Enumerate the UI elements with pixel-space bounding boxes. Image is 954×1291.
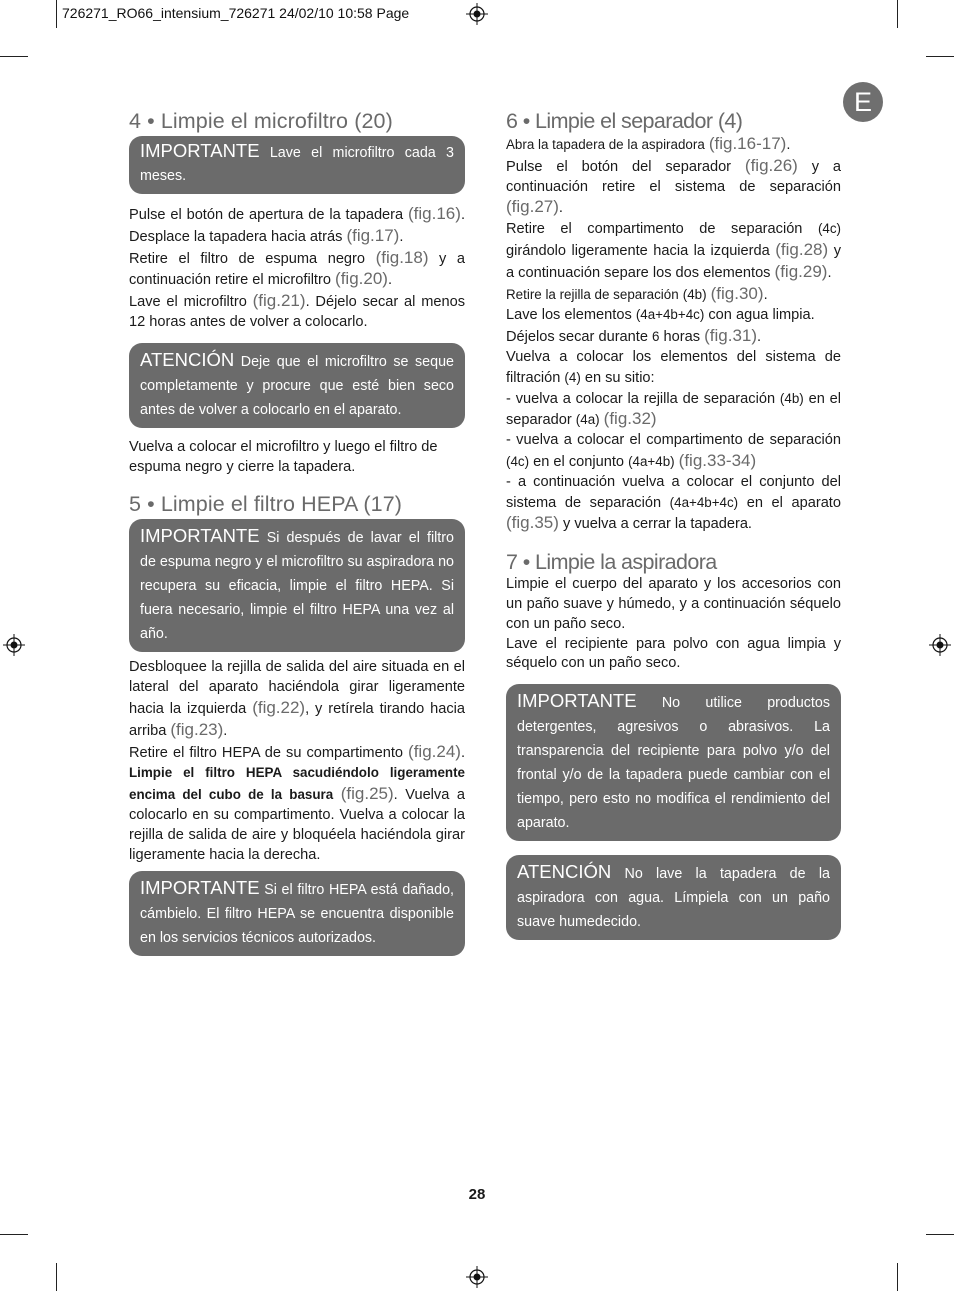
part-code: (4b) [779, 390, 804, 406]
text: Déjelos secar durante [506, 329, 648, 346]
part-code: (4a+4b+4c) [635, 307, 705, 323]
text: y a continuación separe los dos elementos [506, 242, 841, 281]
part-code: (4c) [506, 453, 530, 469]
crop-mark [897, 0, 898, 28]
section-4-title: 4 • Limpie el microfiltro (20) [129, 109, 393, 133]
text: en el conjunto [533, 453, 625, 470]
text: Desbloquee la rejilla de salida del aire situada en el lateral del aparato haciéndola girar ligeramente hacia la izquierda [129, 659, 465, 717]
figure-ref: (fig.31) [704, 326, 758, 346]
text: en el aparato [746, 494, 841, 511]
atencion-box [129, 343, 465, 428]
text: y vuelva a cerrar la tapadera. [562, 516, 752, 533]
section-7-title: 7 • Limpie la aspiradora [506, 550, 717, 575]
part-code: (4a+4b+4c) [669, 494, 739, 510]
crop-mark [56, 0, 57, 28]
box-text: No utilice productos detergentes, agresivos o abrasivos. La transparencia del recipiente para polvo y/o del frontal y/o de la tapadera puede cambiar con el tiempo, pero esto no modifica el rendimiento del aparato. [517, 695, 830, 832]
right-column [506, 108, 841, 940]
figure-ref: (fig.16) [408, 204, 461, 223]
figure-ref: (fig.26) [744, 155, 798, 175]
box-keyword: IMPORTANTE [517, 690, 637, 712]
text: . [223, 722, 228, 739]
text: - vuelva a colocar la rejilla de separación [506, 390, 776, 407]
paragraph [506, 219, 841, 283]
section-5-title: 5 • Limpie el filtro HEPA (17) [129, 492, 403, 517]
crop-mark [926, 1234, 954, 1235]
text: Retire la rejilla de separación [506, 286, 679, 302]
paragraph [129, 291, 465, 333]
paragraph [506, 431, 841, 473]
box-keyword: ATENCIÓN [517, 861, 612, 883]
box-keyword: IMPORTANTE [140, 877, 260, 899]
crop-mark [0, 56, 28, 57]
page-number: 28 [468, 1186, 486, 1203]
bold-instruction: Limpie el filtro HEPA sacudiéndolo ligeramente encima del cubo de la basura [129, 765, 465, 803]
paragraph [506, 389, 841, 432]
atencion-box [506, 855, 841, 940]
paragraph [506, 326, 841, 348]
figure-ref: (fig.23) [170, 719, 224, 739]
figure-ref: (fig.22) [252, 697, 306, 717]
language-badge: E [843, 82, 883, 122]
paragraph: Vuelva a colocar el microfiltro y luego el filtro de espuma negro y cierre la tapadera. [129, 438, 438, 475]
print-slug: 726271_RO66_intensium_726271 24/02/10 10:58 Page [62, 5, 410, 21]
part-code: (4a) [575, 412, 600, 428]
registration-mark-icon [3, 634, 25, 656]
figure-ref: (fig.28) [775, 239, 829, 259]
number: 6 [652, 329, 660, 345]
text: - a continuación vuelva a colocar el conjunto del sistema de separación [506, 473, 841, 511]
paragraph [506, 284, 841, 306]
text: Lave el microfiltro [129, 294, 247, 311]
text: Pulse el botón del separador [506, 158, 732, 175]
text: Retire el filtro HEPA de su compartimento [129, 744, 403, 761]
paragraph: Lave el recipiente para polvo con agua limpia y séquelo con un paño seco. [506, 635, 841, 672]
text: y a continuación retire el sistema de separación [506, 158, 841, 195]
text: Pulse el botón de apertura de la tapadera [129, 207, 404, 223]
importante-box [129, 136, 465, 194]
figure-ref: (fig.30) [710, 283, 764, 303]
text: y a continuación retire el microfiltro [129, 250, 465, 289]
text: . [558, 200, 563, 217]
paragraph [506, 156, 841, 219]
text: girándolo ligeramente hacia la izquierda [506, 242, 770, 259]
text: Retire el compartimento de separación [506, 221, 803, 238]
text: Abra la tapadera de la aspiradora [506, 137, 705, 152]
box-text: Deje que el microfiltro se seque completamente y procure que esté bien seco antes de volver a colocarlo en el aparato. [140, 353, 454, 418]
text: . [827, 264, 832, 281]
figure-ref: (fig.17) [346, 225, 400, 245]
figure-ref: (fig.25) [340, 784, 394, 804]
crop-mark [926, 56, 954, 57]
text: . [786, 137, 791, 153]
text: . Déjelo secar al menos 12 horas antes de volver a colocarlo. [129, 294, 466, 330]
text: - vuelva a colocar el compartimento de separación [506, 432, 841, 449]
figure-ref: (fig.32) [603, 409, 657, 429]
text: Lave los elementos [506, 307, 632, 324]
box-keyword: IMPORTANTE [140, 140, 260, 161]
registration-mark-icon [466, 3, 488, 25]
text: con agua limpia. [708, 307, 815, 324]
text: . [460, 744, 466, 761]
paragraph [129, 658, 465, 741]
paragraph: Limpie el cuerpo del aparato y los accesorios con un paño suave y húmedo, y a continuación séquelo con un paño seco. [506, 576, 841, 632]
paragraph [129, 742, 465, 866]
figure-ref: (fig.21) [252, 291, 306, 311]
box-keyword: ATENCIÓN [140, 348, 235, 370]
box-keyword: IMPORTANTE [140, 525, 260, 547]
figure-ref: (fig.16-17) [708, 134, 787, 153]
text: . [399, 228, 404, 245]
part-code: (4b) [682, 286, 707, 302]
box-text: Si el filtro HEPA está dañado, cámbielo. El filtro HEPA se encuentra disponible en los servicios técnicos autorizados. [140, 882, 454, 947]
text: , y retírela tirando hacia arriba [129, 700, 465, 739]
paragraph [506, 348, 841, 389]
box-text: Si después de lavar el filtro de espuma negro y el microfiltro su aspiradora no recupera su eficacia, limpie el filtro HEPA. Si fuera necesario, limpie el filtro HEPA una vez al año. [140, 530, 454, 643]
paragraph [506, 473, 841, 535]
figure-ref: (fig.27) [506, 197, 559, 217]
part-code: (4a+4b) [628, 453, 675, 469]
figure-ref: (fig.33-34) [678, 450, 757, 470]
registration-mark-icon [929, 634, 951, 656]
box-text: Lave el microfiltro cada 3 meses. [140, 145, 454, 184]
part-code: (4) [564, 369, 581, 385]
paragraph [129, 204, 465, 248]
crop-mark [56, 1263, 57, 1291]
crop-mark [897, 1263, 898, 1291]
text: en el separador [506, 390, 841, 429]
paragraph [506, 134, 841, 156]
registration-mark-icon [466, 1266, 488, 1288]
text: . [763, 286, 768, 303]
figure-ref: (fig.20) [335, 269, 388, 289]
figure-ref: (fig.29) [774, 261, 828, 281]
section-6-title: 6 • Limpie el separador (4) [506, 109, 743, 133]
importante-box [129, 519, 465, 652]
paragraph [506, 305, 841, 326]
text: . [757, 329, 762, 346]
part-code: (4c) [817, 221, 841, 237]
paragraph [129, 248, 465, 292]
left-column [129, 104, 465, 956]
text: Vuelva a colocar los elementos del sistema de filtración [506, 348, 841, 386]
figure-ref: (fig.24) [408, 741, 461, 761]
importante-box [506, 684, 841, 841]
text: en su sitio: [584, 369, 655, 386]
importante-box [129, 871, 465, 956]
crop-mark [0, 1234, 28, 1235]
text: Retire el filtro de espuma negro [129, 250, 366, 267]
figure-ref: (fig.35) [506, 513, 559, 533]
text: horas [663, 329, 701, 346]
box-text: No lave la tapadera de la aspiradora con agua. Límpiela con un paño suave humedecido. [517, 866, 830, 931]
figure-ref: (fig.18) [375, 247, 429, 267]
text: . [387, 272, 393, 289]
text: . Desplace la tapadera hacia atrás [129, 207, 465, 245]
text: . Vuelva a colocarlo en su compartimento. Vuelva a colocar la rejilla de salida de aire y bloquéela haciéndola girar ligeramente hacia la derecha. [129, 787, 465, 863]
